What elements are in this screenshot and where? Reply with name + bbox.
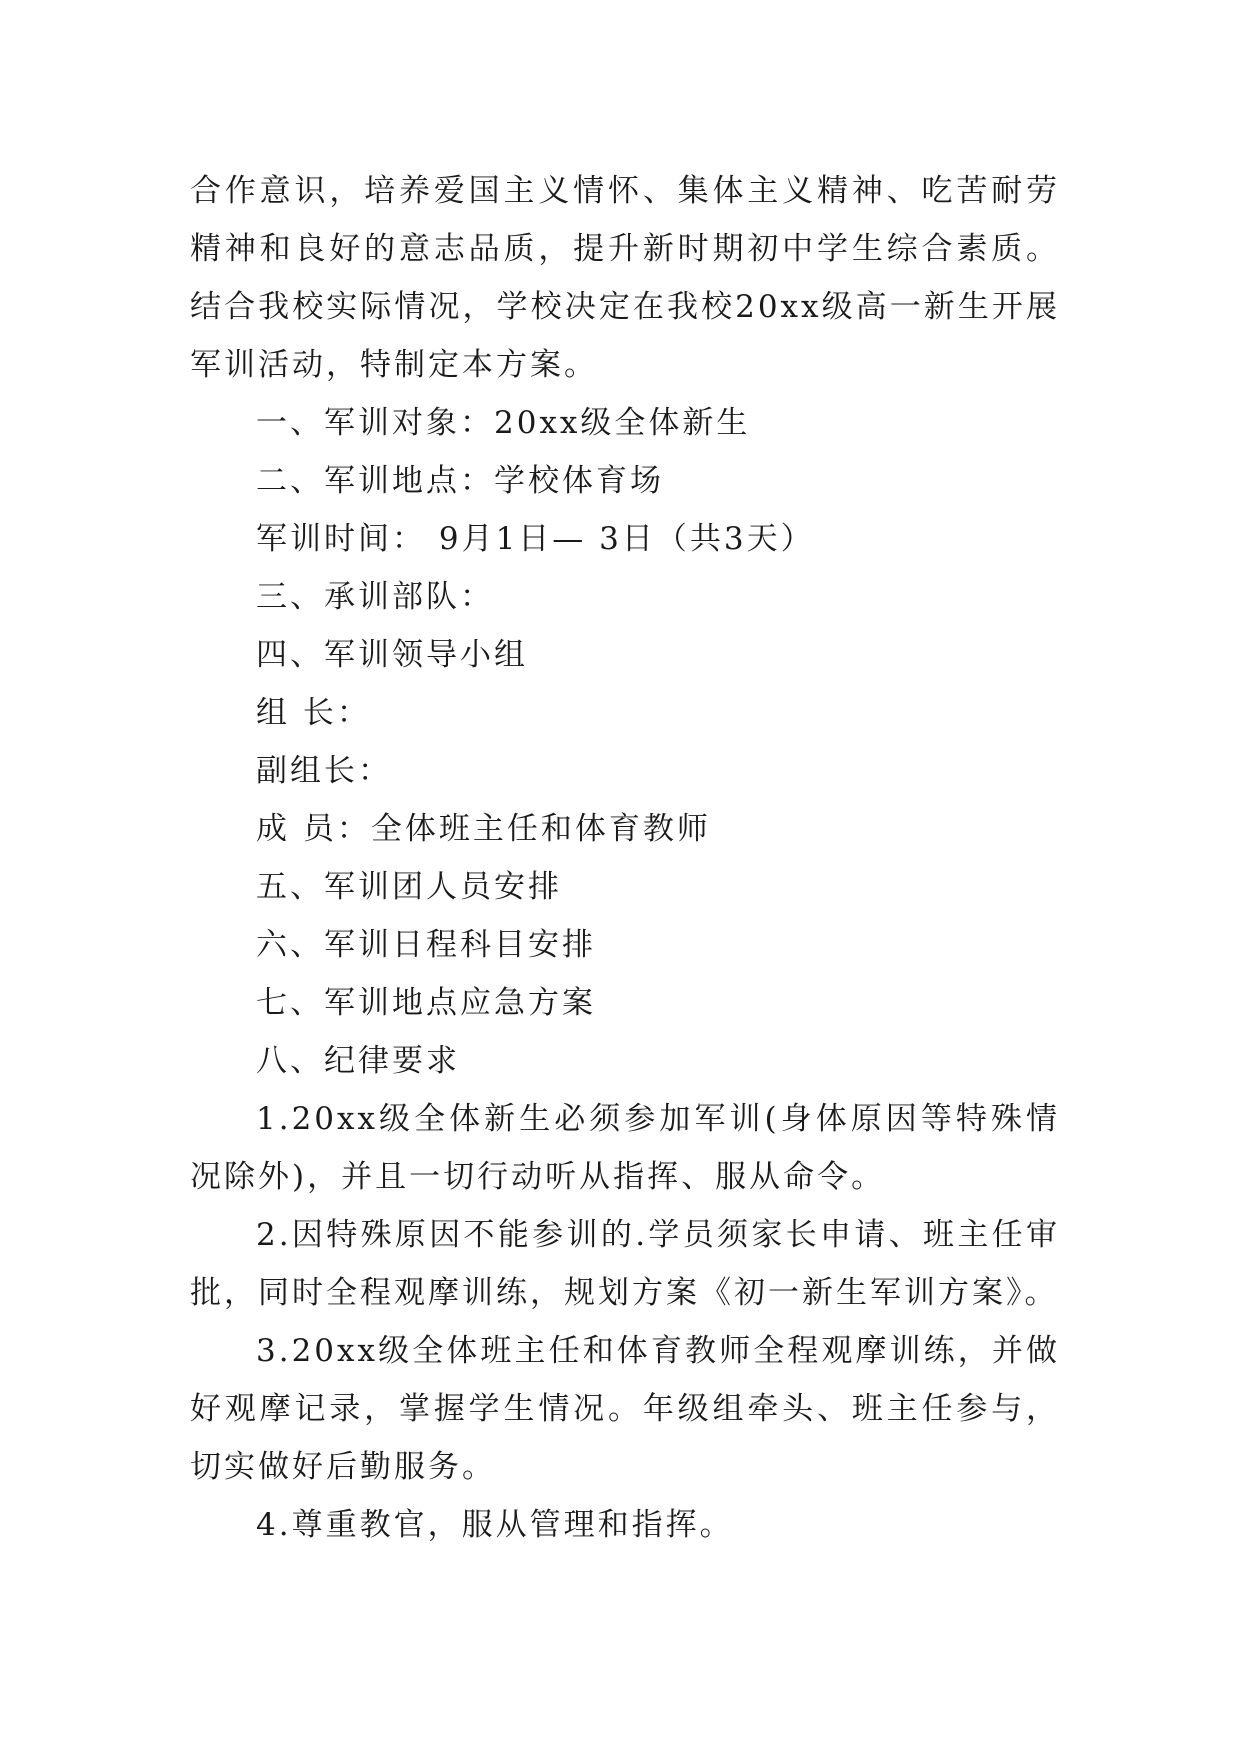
paragraph-section-2-location: 二、军训地点：学校体育场 [256,463,664,499]
paragraph-rule-1: 1.20xx级全体新生必须参加军训(身体原因等特殊情况除外)，并且一切行动听从指挥、服从命令。 [190,1101,1060,1195]
paragraph-intro: 合作意识，培养爱国主义情怀、集体主义精神、吃苦耐劳精神和良好的意志品质，提升新时期初中学生综合素质。结合我校实际情况，学校决定在我校20xx级高一新生开展军训活动，特制定本方案。 [190,173,1060,383]
paragraph-section-7-emergency: 七、军训地点应急方案 [256,985,596,1021]
paragraph-section-8-discipline: 八、纪律要求 [256,1043,460,1079]
paragraph-section-4-leadership: 四、军训领导小组 [256,637,528,673]
document-body [190,162,1060,1554]
paragraph-section-6-schedule: 六、军训日程科目安排 [256,927,596,963]
paragraph-leader: 组 长： [256,695,371,731]
paragraph-deputy-leader: 副组长： [256,753,392,789]
paragraph-rule-2: 2.因特殊原因不能参训的.学员须家长申请、班主任审批，同时全程观摩训练，规划方案《初一新生军训方案》。 [190,1217,1060,1311]
paragraph-training-time: 军训时间： 9月1日— 3日（共3天） [256,521,815,557]
paragraph-section-5-staff: 五、军训团人员安排 [256,869,562,905]
paragraph-section-3-troops: 三、承训部队： [256,579,494,615]
paragraph-section-1-target: 一、军训对象：20xx级全体新生 [256,405,751,441]
paragraph-rule-4: 4.尊重教官，服从管理和指挥。 [256,1507,734,1543]
paragraph-rule-3: 3.20xx级全体班主任和体育教师全程观摩训练，并做好观摩记录，掌握学生情况。年级组牵头、班主任参与，切实做好后勤服务。 [190,1333,1060,1485]
paragraph-members: 成 员：全体班主任和体育教师 [256,811,711,847]
